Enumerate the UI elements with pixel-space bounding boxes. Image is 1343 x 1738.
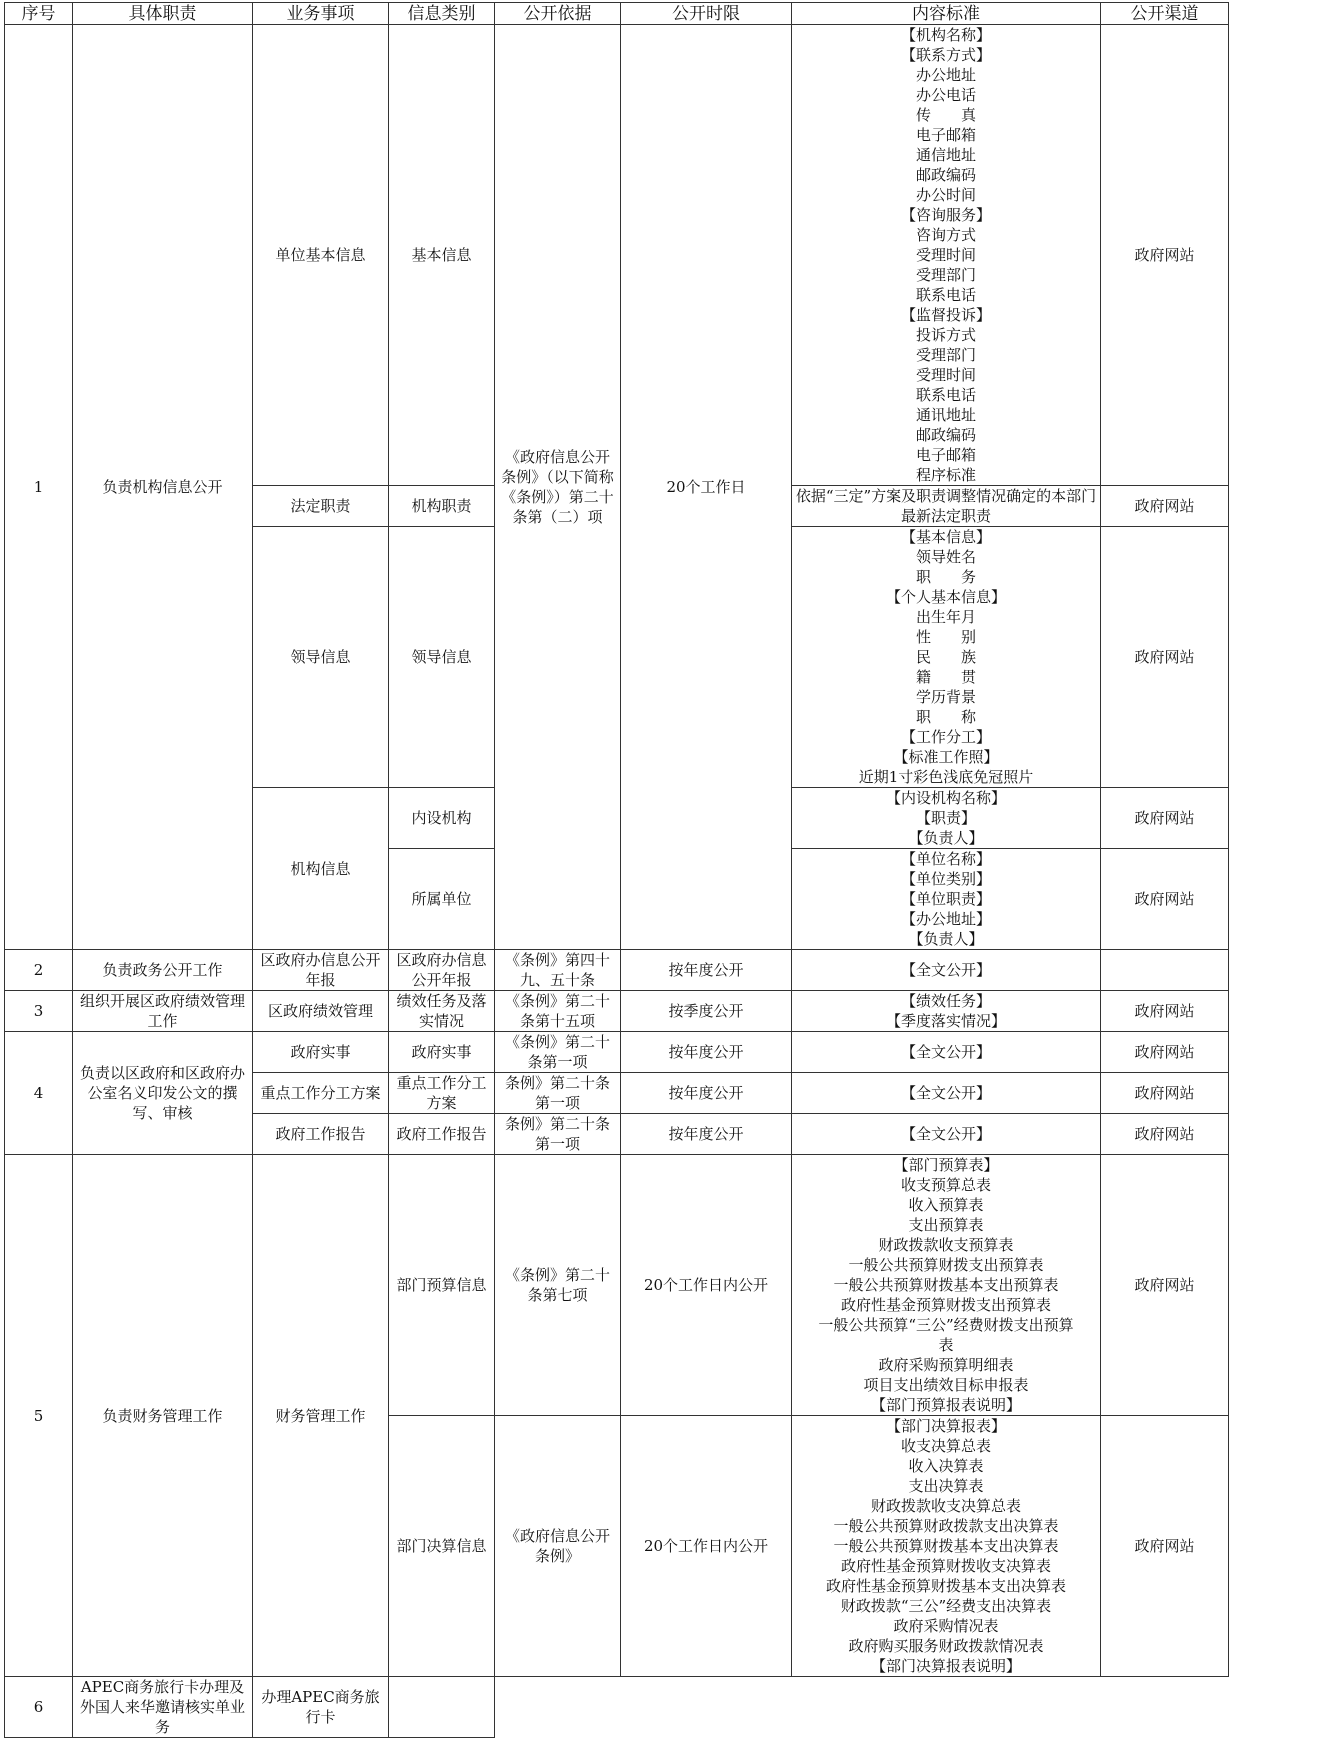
standard-cell: [792, 527, 1101, 788]
row-no: 1: [5, 25, 73, 950]
basis-cell: 《政府信息公开条例》（以下简称《条例》）第二十条第（二）项: [495, 25, 621, 950]
header-no: 序号: [5, 3, 73, 25]
standard-line: 通信地址: [915, 146, 976, 164]
disclosure-table: [4, 2, 1229, 1738]
standard-line: 支出预算表: [908, 1216, 984, 1234]
standard-line: 性 别: [915, 628, 976, 646]
standard-line: 邮政编码: [915, 166, 976, 184]
standard-line: 财政拨款“三公”经费支出决算表: [840, 1597, 1052, 1615]
standard-line: 【部门预算表】: [893, 1156, 999, 1174]
standard-line: 【季度落实情况】: [885, 1012, 1006, 1030]
deadline-cell: 20个工作日内公开: [621, 1155, 792, 1416]
standard-cell: [792, 788, 1101, 849]
standard-line: 【咨询服务】: [900, 206, 991, 224]
standard-line: 办公时间: [915, 186, 976, 204]
standard-line: 传 真: [915, 106, 976, 124]
standard-line: 一般公共预算财政拨款支出决算表: [833, 1517, 1059, 1535]
blank-area: [495, 1677, 1229, 1738]
standard-line: 通讯地址: [915, 406, 976, 424]
category-cell: 部门决算信息: [389, 1416, 495, 1677]
table-row: [5, 1677, 1229, 1738]
standard-cell: [792, 1416, 1101, 1677]
standard-line: 政府性基金预算财拨基本支出决算表: [825, 1577, 1066, 1595]
channel-cell: [1101, 950, 1229, 991]
standard-cell: 【全文公开】: [792, 1073, 1101, 1114]
standard-cell: 依据“三定”方案及职责调整情况确定的本部门最新法定职责: [792, 486, 1101, 527]
basis-cell: 《条例》第二十条第一项: [495, 1032, 621, 1073]
basis-cell: 《政府信息公开条例》: [495, 1416, 621, 1677]
item-cell: 财务管理工作: [253, 1155, 389, 1677]
standard-cell: [792, 25, 1101, 486]
category-cell: 基本信息: [389, 25, 495, 486]
row-no: 4: [5, 1032, 73, 1155]
standard-line: 办公地址: [915, 66, 976, 84]
standard-line: 办公电话: [915, 86, 976, 104]
standard-line: 【负责人】: [908, 829, 984, 847]
standard-line: 财政拨款收支预算表: [878, 1236, 1014, 1254]
standard-line: 【职责】: [915, 809, 976, 827]
standard-line: 表: [938, 1336, 954, 1354]
item-cell: 办理APEC商务旅行卡: [253, 1677, 389, 1738]
standard-line: 【工作分工】: [900, 728, 991, 746]
standard-line: 【办公地址】: [900, 910, 991, 928]
item-cell: 单位基本信息: [253, 25, 389, 486]
standard-line: 政府性基金预算财拨收支决算表: [840, 1557, 1051, 1575]
standard-line: 【单位名称】: [900, 850, 991, 868]
deadline-cell: 按年度公开: [621, 1032, 792, 1073]
standard-cell: [792, 991, 1101, 1032]
channel-cell: 政府网站: [1101, 788, 1229, 849]
standard-line: 财政拨款收支决算总表: [870, 1497, 1021, 1515]
header-category: 信息类别: [389, 3, 495, 25]
table-row: [5, 25, 1229, 486]
category-cell: 内设机构: [389, 788, 495, 849]
standard-line: 受理时间: [915, 246, 976, 264]
standard-line: 出生年月: [915, 608, 976, 626]
category-cell: [389, 1677, 495, 1738]
deadline-cell: 按年度公开: [621, 950, 792, 991]
category-cell: 政府工作报告: [389, 1114, 495, 1155]
item-cell: 区政府绩效管理: [253, 991, 389, 1032]
channel-cell: 政府网站: [1101, 1416, 1229, 1677]
standard-line: 职 务: [915, 568, 976, 586]
category-cell: 重点工作分工方案: [389, 1073, 495, 1114]
standard-line: 领导姓名: [915, 548, 976, 566]
category-cell: 区政府办信息公开年报: [389, 950, 495, 991]
category-cell: 所属单位: [389, 849, 495, 950]
standard-line: 近期1寸彩色浅底免冠照片: [858, 768, 1034, 786]
standard-line: 受理部门: [915, 346, 976, 364]
standard-line: 【绩效任务】: [900, 992, 991, 1010]
standard-line: 程序标准: [915, 466, 976, 484]
row-no: 5: [5, 1155, 73, 1677]
standard-cell: [792, 1155, 1101, 1416]
item-cell: 区政府办信息公开年报: [253, 950, 389, 991]
header-basis: 公开依据: [495, 3, 621, 25]
standard-line: 【个人基本信息】: [885, 588, 1006, 606]
deadline-cell: 按季度公开: [621, 991, 792, 1032]
basis-cell: 《条例》第二十条第七项: [495, 1155, 621, 1416]
basis-cell: 条例》第二十条第一项: [495, 1114, 621, 1155]
channel-cell: 政府网站: [1101, 1155, 1229, 1416]
channel-cell: 政府网站: [1101, 849, 1229, 950]
channel-cell: 政府网站: [1101, 991, 1229, 1032]
channel-cell: 政府网站: [1101, 1114, 1229, 1155]
item-cell: 重点工作分工方案: [253, 1073, 389, 1114]
deadline-cell: 20个工作日内公开: [621, 1416, 792, 1677]
deadline-cell: 按年度公开: [621, 1114, 792, 1155]
standard-line: 【标准工作照】: [893, 748, 999, 766]
duty-cell: 组织开展区政府绩效管理工作: [73, 991, 253, 1032]
item-cell: 政府实事: [253, 1032, 389, 1073]
standard-line: 【单位职责】: [900, 890, 991, 908]
standard-line: 收入决算表: [908, 1457, 984, 1475]
category-cell: 部门预算信息: [389, 1155, 495, 1416]
item-cell: 机构信息: [253, 788, 389, 950]
standard-line: 收入预算表: [908, 1196, 984, 1214]
standard-line: 【基本信息】: [900, 528, 991, 546]
standard-cell: 【全文公开】: [792, 1032, 1101, 1073]
standard-line: 【机构名称】: [900, 26, 991, 44]
item-cell: 政府工作报告: [253, 1114, 389, 1155]
standard-line: 学历背景: [915, 688, 976, 706]
disclosure-document: [4, 2, 1229, 1738]
standard-line: 一般公共预算财拨基本支出预算表: [833, 1276, 1059, 1294]
duty-cell: 负责财务管理工作: [73, 1155, 253, 1677]
category-cell: 机构职责: [389, 486, 495, 527]
standard-cell: 【全文公开】: [792, 950, 1101, 991]
standard-line: 【负责人】: [908, 930, 984, 948]
standard-line: 咨询方式: [915, 226, 976, 244]
basis-cell: 《条例》第四十九、五十条: [495, 950, 621, 991]
table-row: [5, 1155, 1229, 1416]
standard-line: 【部门决算报表】: [885, 1417, 1006, 1435]
standard-line: 籍 贯: [915, 668, 976, 686]
basis-cell: 条例》第二十条第一项: [495, 1073, 621, 1114]
duty-cell: 负责以区政府和区政府办公室名义印发公文的撰写、审核: [73, 1032, 253, 1155]
header-channel: 公开渠道: [1101, 3, 1229, 25]
channel-cell: 政府网站: [1101, 1073, 1229, 1114]
standard-line: 一般公共预算财拨支出预算表: [848, 1256, 1044, 1274]
header-item: 业务事项: [253, 3, 389, 25]
standard-line: 政府采购情况表: [893, 1617, 999, 1635]
channel-cell: 政府网站: [1101, 486, 1229, 527]
standard-line: 民 族: [915, 648, 976, 666]
standard-line: 一般公共预算财拨基本支出决算表: [833, 1537, 1059, 1555]
standard-line: 【联系方式】: [900, 46, 991, 64]
standard-line: 项目支出绩效目标申报表: [863, 1376, 1029, 1394]
header-deadline: 公开时限: [621, 3, 792, 25]
row-no: 2: [5, 950, 73, 991]
deadline-cell: 20个工作日: [621, 25, 792, 950]
category-cell: 绩效任务及落实情况: [389, 991, 495, 1032]
channel-cell: 政府网站: [1101, 527, 1229, 788]
duty-cell: APEC商务旅行卡办理及外国人来华邀请核实单业务: [73, 1677, 253, 1738]
basis-cell: 《条例》第二十条第十五项: [495, 991, 621, 1032]
standard-line: 联系电话: [915, 286, 976, 304]
item-cell: 法定职责: [253, 486, 389, 527]
standard-line: 电子邮箱: [915, 446, 976, 464]
standard-line: 政府性基金预算财拨支出预算表: [840, 1296, 1051, 1314]
standard-line: 收支决算总表: [900, 1437, 991, 1455]
standard-line: 受理时间: [915, 366, 976, 384]
standard-line: 收支预算总表: [900, 1176, 991, 1194]
standard-line: 政府采购预算明细表: [878, 1356, 1014, 1374]
standard-line: 一般公共预算“三公”经费财拨支出预算: [818, 1316, 1074, 1334]
standard-line: 支出决算表: [908, 1477, 984, 1495]
table-row: [5, 991, 1229, 1032]
standard-cell: 【全文公开】: [792, 1114, 1101, 1155]
duty-cell: 负责政务公开工作: [73, 950, 253, 991]
standard-line: 【内设机构名称】: [885, 789, 1006, 807]
standard-line: 【监督投诉】: [900, 306, 991, 324]
standard-line: 投诉方式: [915, 326, 976, 344]
header-duty: 具体职责: [73, 3, 253, 25]
category-cell: 政府实事: [389, 1032, 495, 1073]
deadline-cell: 按年度公开: [621, 1073, 792, 1114]
row-no: 3: [5, 991, 73, 1032]
standard-cell: [792, 849, 1101, 950]
channel-cell: 政府网站: [1101, 1032, 1229, 1073]
standard-line: 职 称: [915, 708, 976, 726]
category-cell: 领导信息: [389, 527, 495, 788]
channel-cell: 政府网站: [1101, 25, 1229, 486]
table-row: [5, 950, 1229, 991]
standard-line: 联系电话: [915, 386, 976, 404]
standard-line: 【单位类别】: [900, 870, 991, 888]
item-cell: 领导信息: [253, 527, 389, 788]
standard-line: 【部门决算报表说明】: [870, 1657, 1021, 1675]
table-row: [5, 1032, 1229, 1073]
standard-line: 电子邮箱: [915, 126, 976, 144]
row-no: 6: [5, 1677, 73, 1738]
duty-cell: 负责机构信息公开: [73, 25, 253, 950]
header-standard: 内容标准: [792, 3, 1101, 25]
standard-line: 邮政编码: [915, 426, 976, 444]
standard-line: 【部门预算报表说明】: [870, 1396, 1021, 1414]
header-row: [5, 3, 1229, 25]
standard-line: 政府购买服务财政拨款情况表: [848, 1637, 1044, 1655]
standard-line: 受理部门: [915, 266, 976, 284]
